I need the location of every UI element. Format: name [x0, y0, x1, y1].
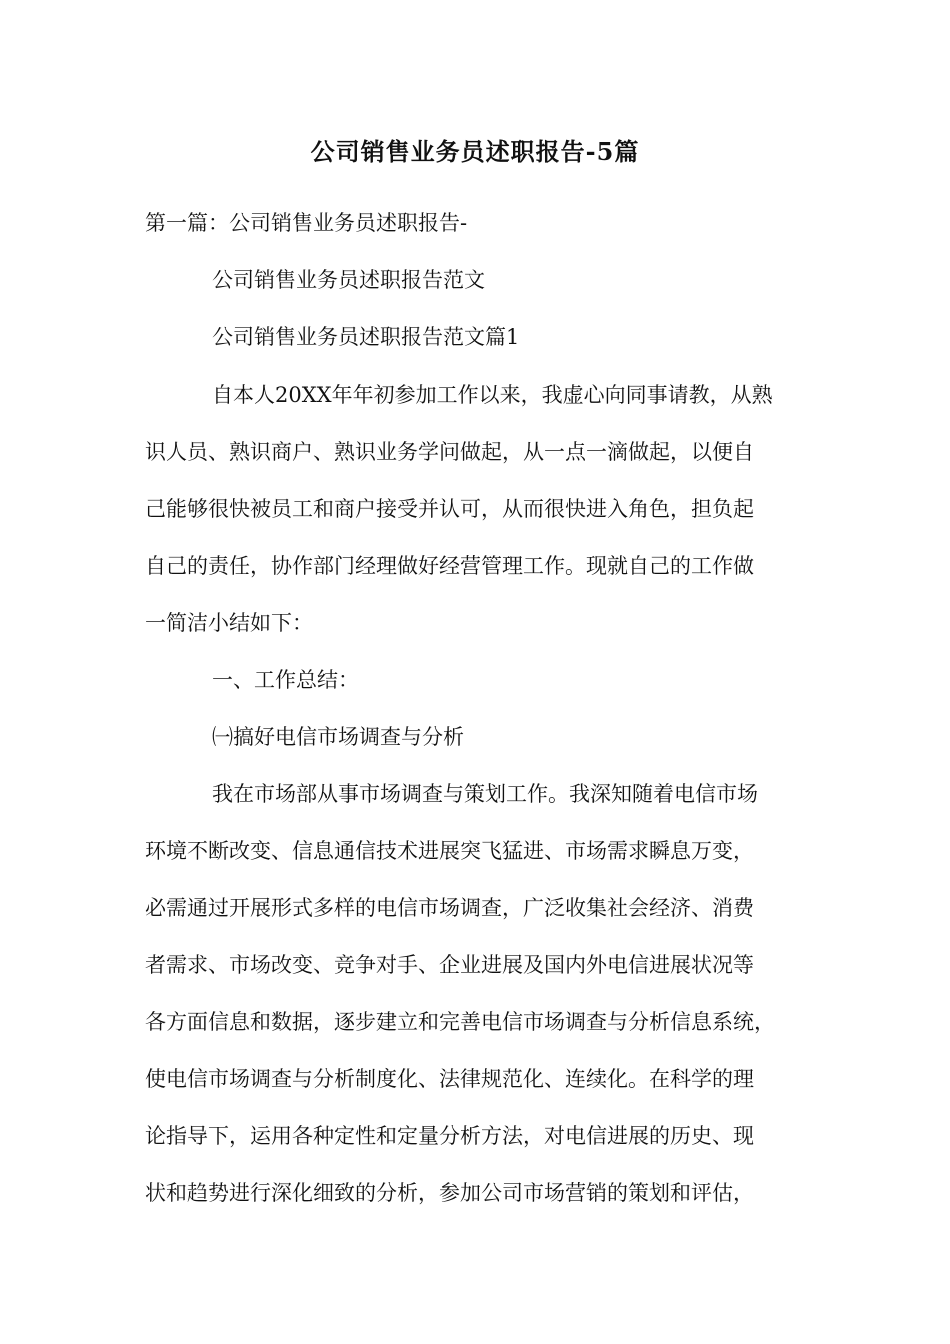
paragraph-line: 必需通过开展形式多样的电信市场调查，广泛收集社会经济、消费: [145, 896, 754, 920]
paragraph-line: 使电信市场调查与分析制度化、法律规范化、连续化。在科学的理: [145, 1067, 754, 1091]
paragraph-line: 自己的责任，协作部门经理做好经营管理工作。现就自己的工作做: [145, 554, 754, 578]
paragraph-line: 自本人20XX年年初参加工作以来，我虚心向同事请教，从熟: [212, 383, 773, 407]
paragraph-line: 己能够很快被员工和商户接受并认可，从而很快进入角色，担负起: [145, 497, 754, 521]
section-heading: 一、工作总结：: [212, 668, 359, 692]
paragraph-line: 识人员、熟识商户、熟识业务学问做起，从一点一滴做起，以便自: [145, 440, 754, 464]
section-heading: 第一篇：公司销售业务员述职报告-: [145, 211, 468, 235]
paragraph-line: 我在市场部从事市场调查与策划工作。我深知随着电信市场: [212, 782, 758, 806]
paragraph-line: 环境不断改变、信息通信技术进展突飞猛进、市场需求瞬息万变，: [145, 839, 754, 863]
paragraph-line: 者需求、市场改变、竞争对手、企业进展及国内外电信进展状况等: [145, 953, 754, 977]
subheading: 公司销售业务员述职报告范文: [212, 268, 485, 292]
paragraph-line: 论指导下，运用各种定性和定量分析方法，对电信进展的历史、现: [145, 1124, 754, 1148]
subsection-heading: ㈠搞好电信市场调查与分析: [212, 725, 464, 749]
subheading: 公司销售业务员述职报告范文篇1: [212, 325, 520, 349]
paragraph-line: 一简洁小结如下：: [145, 611, 313, 635]
paragraph-line: 各方面信息和数据，逐步建立和完善电信市场调查与分析信息系统，: [145, 1010, 775, 1034]
paragraph-line: 状和趋势进行深化细致的分析，参加公司市场营销的策划和评估，: [145, 1181, 754, 1205]
document-title: 公司销售业务员述职报告-5篇: [310, 137, 640, 166]
